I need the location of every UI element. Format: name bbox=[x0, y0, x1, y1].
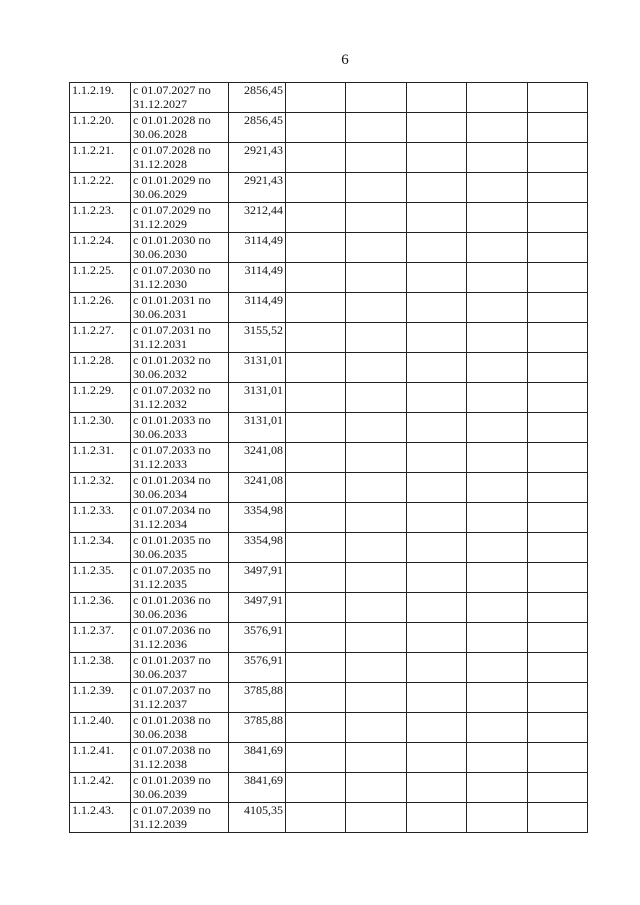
period-end-line: 31.12.2033 bbox=[133, 457, 187, 471]
value-cell: 2921,43 bbox=[229, 143, 286, 173]
table-row bbox=[70, 803, 588, 833]
period-cell bbox=[131, 743, 229, 773]
period-cell bbox=[131, 593, 229, 623]
value-cell: 3212,44 bbox=[229, 203, 286, 233]
row-number-cell: 1.1.2.21. bbox=[70, 143, 131, 173]
tariff-table-body bbox=[70, 83, 588, 833]
value-cell: 3354,98 bbox=[229, 533, 286, 563]
empty-cell bbox=[527, 533, 587, 563]
empty-cell bbox=[286, 803, 346, 833]
empty-cell bbox=[406, 353, 466, 383]
period-start-line: с 01.01.2037 по bbox=[133, 653, 211, 667]
table-row bbox=[70, 713, 588, 743]
empty-cell bbox=[467, 233, 527, 263]
empty-cell bbox=[286, 503, 346, 533]
period-start-line: с 01.07.2028 по bbox=[133, 143, 211, 157]
empty-cell bbox=[346, 233, 406, 263]
period-cell bbox=[131, 233, 229, 263]
empty-cell bbox=[286, 683, 346, 713]
period-end-line: 30.06.2037 bbox=[133, 667, 187, 681]
empty-cell bbox=[467, 683, 527, 713]
table-row bbox=[70, 683, 588, 713]
empty-cell bbox=[527, 653, 587, 683]
row-number-cell: 1.1.2.26. bbox=[70, 293, 131, 323]
value-cell: 3576,91 bbox=[229, 623, 286, 653]
empty-cell bbox=[346, 563, 406, 593]
period-cell bbox=[131, 683, 229, 713]
empty-cell bbox=[286, 383, 346, 413]
row-number-cell: 1.1.2.32. bbox=[70, 473, 131, 503]
row-number-cell: 1.1.2.42. bbox=[70, 773, 131, 803]
table-row bbox=[70, 743, 588, 773]
empty-cell bbox=[406, 473, 466, 503]
empty-cell bbox=[286, 593, 346, 623]
empty-cell bbox=[286, 263, 346, 293]
table-row bbox=[70, 503, 588, 533]
table-row bbox=[70, 533, 588, 563]
empty-cell bbox=[527, 773, 587, 803]
table-row bbox=[70, 383, 588, 413]
empty-cell bbox=[286, 653, 346, 683]
table-row bbox=[70, 113, 588, 143]
empty-cell bbox=[527, 683, 587, 713]
empty-cell bbox=[406, 533, 466, 563]
empty-cell bbox=[467, 263, 527, 293]
empty-cell bbox=[527, 233, 587, 263]
period-cell bbox=[131, 803, 229, 833]
table-row bbox=[70, 473, 588, 503]
value-cell: 3241,08 bbox=[229, 443, 286, 473]
empty-cell bbox=[527, 353, 587, 383]
empty-cell bbox=[467, 383, 527, 413]
period-start-line: с 01.01.2035 по bbox=[133, 533, 211, 547]
period-end-line: 30.06.2031 bbox=[133, 307, 187, 321]
period-cell bbox=[131, 443, 229, 473]
period-end-line: 31.12.2036 bbox=[133, 637, 187, 651]
period-start-line: с 01.01.2039 по bbox=[133, 773, 211, 787]
empty-cell bbox=[467, 803, 527, 833]
row-number-cell: 1.1.2.34. bbox=[70, 533, 131, 563]
value-cell: 3841,69 bbox=[229, 743, 286, 773]
empty-cell bbox=[406, 773, 466, 803]
empty-cell bbox=[467, 323, 527, 353]
table-row bbox=[70, 413, 588, 443]
empty-cell bbox=[527, 803, 587, 833]
period-end-line: 31.12.2029 bbox=[133, 217, 187, 231]
empty-cell bbox=[527, 623, 587, 653]
empty-cell bbox=[346, 293, 406, 323]
empty-cell bbox=[406, 173, 466, 203]
period-end-line: 31.12.2035 bbox=[133, 577, 187, 591]
empty-cell bbox=[406, 323, 466, 353]
value-cell: 3785,88 bbox=[229, 683, 286, 713]
table-row bbox=[70, 443, 588, 473]
page-number: 6 bbox=[341, 52, 349, 68]
empty-cell bbox=[527, 563, 587, 593]
empty-cell bbox=[406, 623, 466, 653]
period-end-line: 30.06.2038 bbox=[133, 727, 187, 741]
value-cell: 3131,01 bbox=[229, 353, 286, 383]
empty-cell bbox=[346, 533, 406, 563]
empty-cell bbox=[286, 773, 346, 803]
empty-cell bbox=[346, 593, 406, 623]
empty-cell bbox=[346, 803, 406, 833]
table-row bbox=[70, 293, 588, 323]
period-end-line: 30.06.2035 bbox=[133, 547, 187, 561]
row-number-cell: 1.1.2.29. bbox=[70, 383, 131, 413]
empty-cell bbox=[346, 353, 406, 383]
period-end-line: 30.06.2028 bbox=[133, 127, 187, 141]
empty-cell bbox=[346, 203, 406, 233]
value-cell: 3576,91 bbox=[229, 653, 286, 683]
period-end-line: 31.12.2038 bbox=[133, 757, 187, 771]
period-start-line: с 01.07.2029 по bbox=[133, 203, 211, 217]
period-end-line: 31.12.2039 bbox=[133, 817, 187, 831]
empty-cell bbox=[286, 83, 346, 113]
period-cell bbox=[131, 113, 229, 143]
empty-cell bbox=[467, 623, 527, 653]
empty-cell bbox=[286, 203, 346, 233]
value-cell: 2856,45 bbox=[229, 113, 286, 143]
period-cell bbox=[131, 83, 229, 113]
empty-cell bbox=[467, 413, 527, 443]
period-start-line: с 01.01.2029 по bbox=[133, 173, 211, 187]
value-cell: 2856,45 bbox=[229, 83, 286, 113]
period-cell bbox=[131, 203, 229, 233]
empty-cell bbox=[467, 533, 527, 563]
empty-cell bbox=[346, 713, 406, 743]
empty-cell bbox=[527, 293, 587, 323]
period-end-line: 31.12.2027 bbox=[133, 97, 187, 111]
period-end-line: 31.12.2037 bbox=[133, 697, 187, 711]
empty-cell bbox=[527, 743, 587, 773]
period-end-line: 30.06.2032 bbox=[133, 367, 187, 381]
period-cell bbox=[131, 773, 229, 803]
period-end-line: 31.12.2028 bbox=[133, 157, 187, 171]
table-row bbox=[70, 263, 588, 293]
empty-cell bbox=[286, 443, 346, 473]
empty-cell bbox=[467, 353, 527, 383]
period-end-line: 31.12.2034 bbox=[133, 517, 187, 531]
empty-cell bbox=[406, 683, 466, 713]
empty-cell bbox=[286, 413, 346, 443]
period-start-line: с 01.07.2032 по bbox=[133, 383, 211, 397]
empty-cell bbox=[467, 653, 527, 683]
empty-cell bbox=[527, 203, 587, 233]
empty-cell bbox=[286, 473, 346, 503]
value-cell: 3114,49 bbox=[229, 233, 286, 263]
empty-cell bbox=[406, 803, 466, 833]
empty-cell bbox=[286, 173, 346, 203]
empty-cell bbox=[467, 503, 527, 533]
row-number-cell: 1.1.2.37. bbox=[70, 623, 131, 653]
table-row bbox=[70, 323, 588, 353]
empty-cell bbox=[346, 503, 406, 533]
empty-cell bbox=[286, 713, 346, 743]
empty-cell bbox=[467, 173, 527, 203]
empty-cell bbox=[286, 113, 346, 143]
row-number-cell: 1.1.2.31. bbox=[70, 443, 131, 473]
empty-cell bbox=[346, 113, 406, 143]
period-cell bbox=[131, 383, 229, 413]
row-number-cell: 1.1.2.43. bbox=[70, 803, 131, 833]
row-number-cell: 1.1.2.40. bbox=[70, 713, 131, 743]
table-row bbox=[70, 203, 588, 233]
period-end-line: 31.12.2031 bbox=[133, 337, 187, 351]
value-cell: 3785,88 bbox=[229, 713, 286, 743]
period-start-line: с 01.01.2033 по bbox=[133, 413, 211, 427]
empty-cell bbox=[346, 443, 406, 473]
row-number-cell: 1.1.2.33. bbox=[70, 503, 131, 533]
empty-cell bbox=[346, 773, 406, 803]
empty-cell bbox=[286, 533, 346, 563]
period-start-line: с 01.01.2038 по bbox=[133, 713, 211, 727]
table-row bbox=[70, 593, 588, 623]
empty-cell bbox=[467, 113, 527, 143]
empty-cell bbox=[467, 743, 527, 773]
value-cell: 3241,08 bbox=[229, 473, 286, 503]
empty-cell bbox=[406, 203, 466, 233]
empty-cell bbox=[406, 413, 466, 443]
empty-cell bbox=[527, 263, 587, 293]
empty-cell bbox=[406, 563, 466, 593]
period-start-line: с 01.07.2034 по bbox=[133, 503, 211, 517]
period-start-line: с 01.07.2035 по bbox=[133, 563, 211, 577]
period-end-line: 30.06.2033 bbox=[133, 427, 187, 441]
period-end-line: 30.06.2030 bbox=[133, 247, 187, 261]
empty-cell bbox=[527, 383, 587, 413]
value-cell: 3131,01 bbox=[229, 413, 286, 443]
period-start-line: с 01.01.2028 по bbox=[133, 113, 211, 127]
empty-cell bbox=[467, 773, 527, 803]
empty-cell bbox=[406, 503, 466, 533]
period-start-line: с 01.01.2036 по bbox=[133, 593, 211, 607]
period-start-line: с 01.07.2036 по bbox=[133, 623, 211, 637]
period-start-line: с 01.07.2038 по bbox=[133, 743, 211, 757]
empty-cell bbox=[346, 173, 406, 203]
period-start-line: с 01.07.2030 по bbox=[133, 263, 211, 277]
empty-cell bbox=[346, 83, 406, 113]
period-cell bbox=[131, 713, 229, 743]
period-end-line: 31.12.2030 bbox=[133, 277, 187, 291]
empty-cell bbox=[406, 233, 466, 263]
empty-cell bbox=[406, 263, 466, 293]
empty-cell bbox=[346, 653, 406, 683]
row-number-cell: 1.1.2.19. bbox=[70, 83, 131, 113]
period-cell bbox=[131, 503, 229, 533]
row-number-cell: 1.1.2.25. bbox=[70, 263, 131, 293]
period-cell bbox=[131, 413, 229, 443]
value-cell: 3841,69 bbox=[229, 773, 286, 803]
empty-cell bbox=[527, 323, 587, 353]
empty-cell bbox=[527, 143, 587, 173]
table-row bbox=[70, 653, 588, 683]
row-number-cell: 1.1.2.39. bbox=[70, 683, 131, 713]
empty-cell bbox=[286, 563, 346, 593]
empty-cell bbox=[527, 593, 587, 623]
empty-cell bbox=[467, 473, 527, 503]
value-cell: 4105,35 bbox=[229, 803, 286, 833]
period-end-line: 30.06.2036 bbox=[133, 607, 187, 621]
empty-cell bbox=[346, 143, 406, 173]
period-start-line: с 01.01.2032 по bbox=[133, 353, 211, 367]
value-cell: 3354,98 bbox=[229, 503, 286, 533]
period-end-line: 30.06.2034 bbox=[133, 487, 187, 501]
empty-cell bbox=[467, 713, 527, 743]
value-cell: 3497,91 bbox=[229, 593, 286, 623]
period-end-line: 30.06.2039 bbox=[133, 787, 187, 801]
table-row bbox=[70, 233, 588, 263]
empty-cell bbox=[406, 83, 466, 113]
period-cell bbox=[131, 323, 229, 353]
empty-cell bbox=[346, 623, 406, 653]
period-start-line: с 01.07.2031 по bbox=[133, 323, 211, 337]
empty-cell bbox=[467, 83, 527, 113]
period-cell bbox=[131, 623, 229, 653]
period-start-line: с 01.01.2034 по bbox=[133, 473, 211, 487]
empty-cell bbox=[406, 383, 466, 413]
empty-cell bbox=[467, 443, 527, 473]
empty-cell bbox=[406, 593, 466, 623]
period-cell bbox=[131, 533, 229, 563]
period-start-line: с 01.07.2039 по bbox=[133, 803, 211, 817]
table-row bbox=[70, 353, 588, 383]
empty-cell bbox=[527, 113, 587, 143]
empty-cell bbox=[406, 293, 466, 323]
empty-cell bbox=[346, 263, 406, 293]
row-number-cell: 1.1.2.35. bbox=[70, 563, 131, 593]
empty-cell bbox=[467, 293, 527, 323]
empty-cell bbox=[406, 743, 466, 773]
period-start-line: с 01.07.2033 по bbox=[133, 443, 211, 457]
empty-cell bbox=[406, 143, 466, 173]
empty-cell bbox=[527, 173, 587, 203]
tariff-table bbox=[69, 82, 588, 833]
period-end-line: 31.12.2032 bbox=[133, 397, 187, 411]
value-cell: 3497,91 bbox=[229, 563, 286, 593]
empty-cell bbox=[346, 413, 406, 443]
empty-cell bbox=[467, 593, 527, 623]
period-end-line: 30.06.2029 bbox=[133, 187, 187, 201]
table-row bbox=[70, 173, 588, 203]
table-row bbox=[70, 83, 588, 113]
period-cell bbox=[131, 353, 229, 383]
value-cell: 3131,01 bbox=[229, 383, 286, 413]
empty-cell bbox=[527, 443, 587, 473]
empty-cell bbox=[346, 683, 406, 713]
value-cell: 3114,49 bbox=[229, 263, 286, 293]
empty-cell bbox=[346, 473, 406, 503]
row-number-cell: 1.1.2.36. bbox=[70, 593, 131, 623]
empty-cell bbox=[286, 143, 346, 173]
period-cell bbox=[131, 563, 229, 593]
period-cell bbox=[131, 143, 229, 173]
empty-cell bbox=[527, 83, 587, 113]
value-cell: 3155,52 bbox=[229, 323, 286, 353]
row-number-cell: 1.1.2.41. bbox=[70, 743, 131, 773]
table-row bbox=[70, 143, 588, 173]
empty-cell bbox=[346, 323, 406, 353]
row-number-cell: 1.1.2.22. bbox=[70, 173, 131, 203]
period-start-line: с 01.07.2037 по bbox=[133, 683, 211, 697]
empty-cell bbox=[527, 503, 587, 533]
empty-cell bbox=[286, 233, 346, 263]
value-cell: 2921,43 bbox=[229, 173, 286, 203]
empty-cell bbox=[467, 563, 527, 593]
period-cell bbox=[131, 293, 229, 323]
empty-cell bbox=[286, 353, 346, 383]
empty-cell bbox=[286, 743, 346, 773]
row-number-cell: 1.1.2.20. bbox=[70, 113, 131, 143]
row-number-cell: 1.1.2.27. bbox=[70, 323, 131, 353]
empty-cell bbox=[527, 473, 587, 503]
empty-cell bbox=[467, 143, 527, 173]
empty-cell bbox=[406, 713, 466, 743]
empty-cell bbox=[286, 323, 346, 353]
empty-cell bbox=[406, 653, 466, 683]
row-number-cell: 1.1.2.23. bbox=[70, 203, 131, 233]
empty-cell bbox=[286, 293, 346, 323]
table-row bbox=[70, 623, 588, 653]
value-cell: 3114,49 bbox=[229, 293, 286, 323]
empty-cell bbox=[527, 413, 587, 443]
period-cell bbox=[131, 473, 229, 503]
empty-cell bbox=[406, 113, 466, 143]
empty-cell bbox=[527, 713, 587, 743]
row-number-cell: 1.1.2.24. bbox=[70, 233, 131, 263]
empty-cell bbox=[286, 623, 346, 653]
period-start-line: с 01.01.2031 по bbox=[133, 293, 211, 307]
period-cell bbox=[131, 173, 229, 203]
empty-cell bbox=[467, 203, 527, 233]
period-cell bbox=[131, 263, 229, 293]
empty-cell bbox=[346, 743, 406, 773]
period-start-line: с 01.01.2030 по bbox=[133, 233, 211, 247]
empty-cell bbox=[346, 383, 406, 413]
row-number-cell: 1.1.2.28. bbox=[70, 353, 131, 383]
empty-cell bbox=[406, 443, 466, 473]
row-number-cell: 1.1.2.30. bbox=[70, 413, 131, 443]
table-row bbox=[70, 563, 588, 593]
period-start-line: с 01.07.2027 по bbox=[133, 83, 211, 97]
period-cell bbox=[131, 653, 229, 683]
row-number-cell: 1.1.2.38. bbox=[70, 653, 131, 683]
table-row bbox=[70, 773, 588, 803]
